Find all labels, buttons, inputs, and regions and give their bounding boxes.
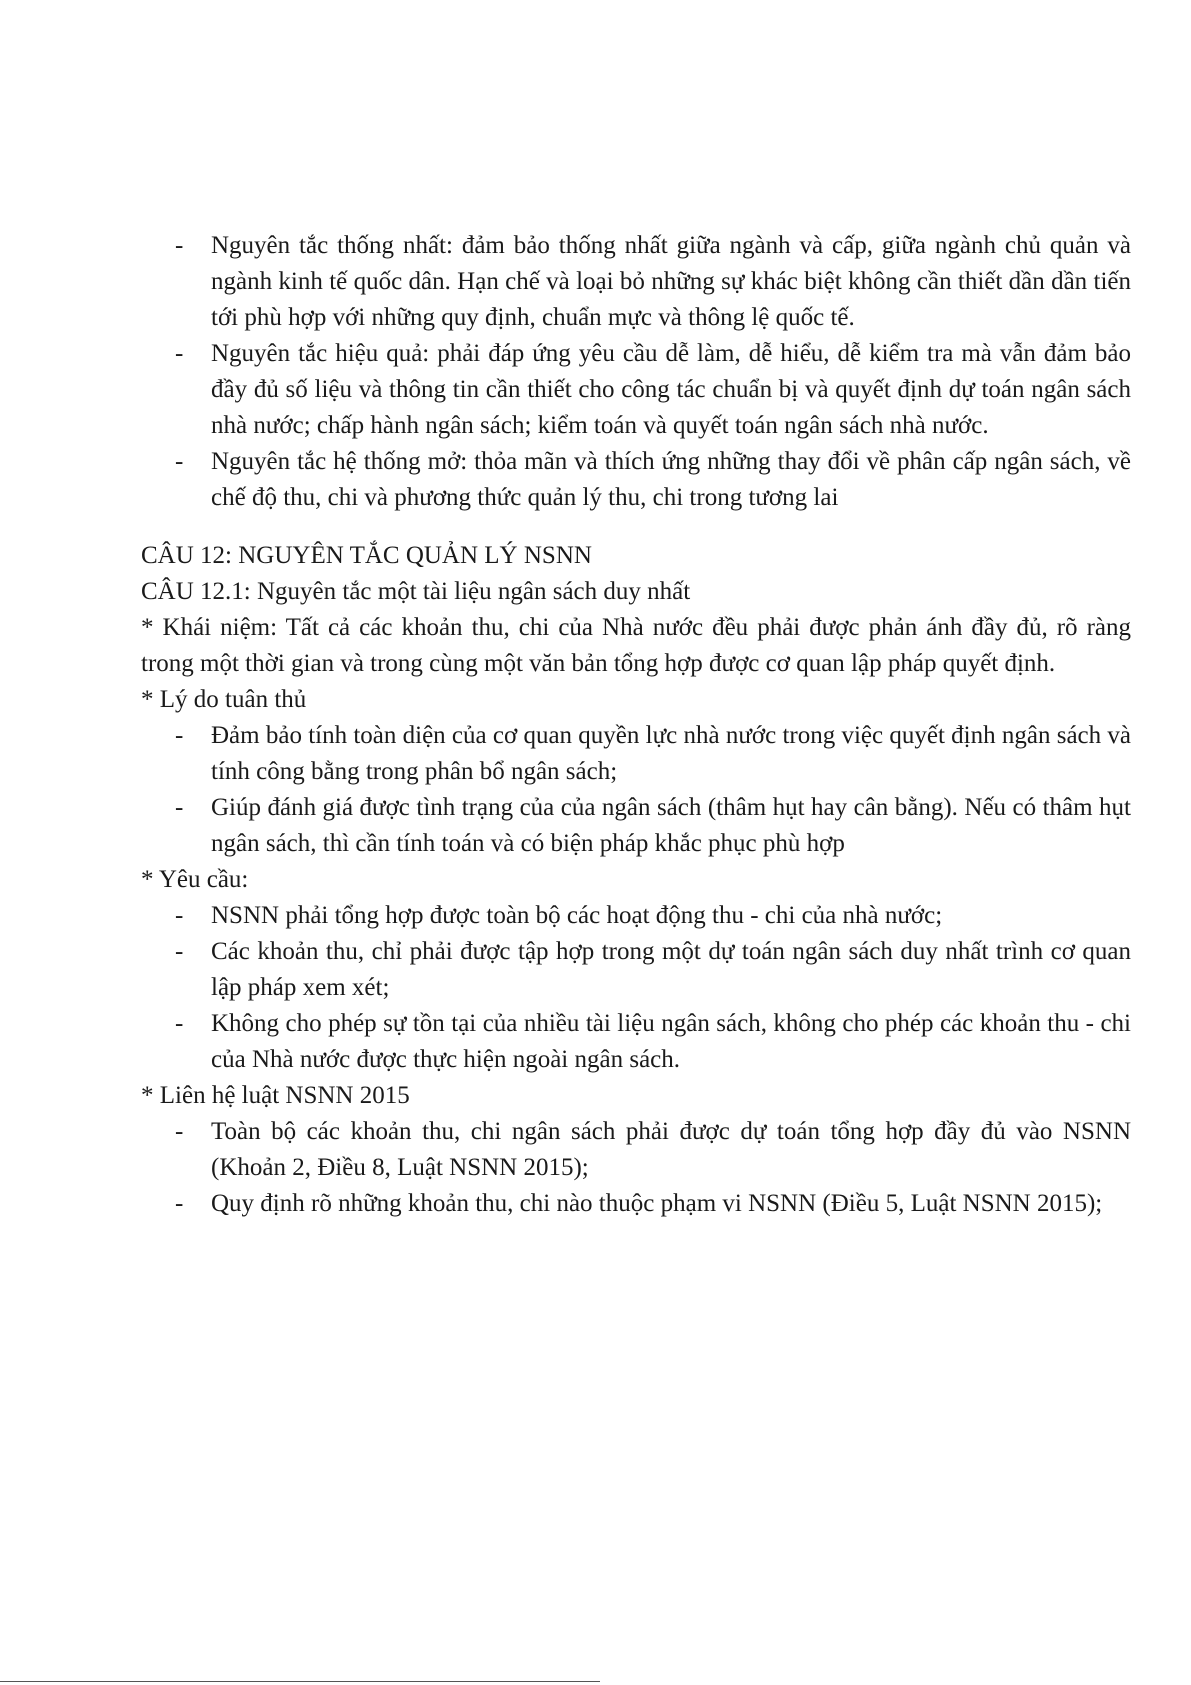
list-item: - Đảm bảo tính toàn diện của cơ quan quyền lực nhà nước trong việc quyết định ngân sách và tính công bằng trong phân bổ ngân sách; <box>175 722 1131 785</box>
list-item: - Giúp đánh giá được tình trạng của của ngân sách (thâm hụt hay cân bằng). Nếu có thâm hụt ngân sách, thì cần tính toán và có biện pháp khắc phục phù hợp <box>175 794 1131 857</box>
list-item: - Toàn bộ các khoản thu, chi ngân sách phải được dự toán tổng hợp đầy đủ vào NSNN (Khoản 2, Điều 8, Luật NSNN 2015); <box>175 1118 1131 1181</box>
subsection-heading: CÂU 12.1: Nguyên tắc một tài liệu ngân sách duy nhất <box>141 578 691 605</box>
footer-divider <box>0 1681 600 1682</box>
requirements-title: * Yêu cầu: <box>141 866 249 893</box>
reasons-title: * Lý do tuân thủ <box>141 686 307 713</box>
list-item: - Nguyên tắc hiệu quả: phải đáp ứng yêu cầu dễ làm, dễ hiểu, dễ kiểm tra mà vẫn đảm bảo đầy đủ số liệu và thông tin cần thiết cho công tác chuẩn bị và quyết định dự toán ngân sách nhà nước; chấp hành ngân sách; kiểm toán và quyết toán ngân sách nhà nước. <box>175 340 1131 439</box>
list-item: - Không cho phép sự tồn tại của nhiều tài liệu ngân sách, không cho phép các khoản thu - chi của Nhà nước được thực hiện ngoài ngân sách. <box>175 1010 1131 1073</box>
list-item: - Nguyên tắc hệ thống mở: thỏa mãn và thích ứng những thay đổi về phân cấp ngân sách, về chế độ thu, chi và phương thức quản lý thu, chi trong tương lai <box>175 448 1131 511</box>
list-item: - Nguyên tắc thống nhất: đảm bảo thống nhất giữa ngành và cấp, giữa ngành chủ quản và ngành kinh tế quốc dân. Hạn chế và loại bỏ những sự khác biệt không cần thiết dần dần tiến tới phù hợp với những quy định, chuẩn mực và thông lệ quốc tế. <box>175 232 1131 331</box>
section-heading: CÂU 12: NGUYÊN TẮC QUẢN LÝ NSNN <box>141 542 592 569</box>
list-item: - Quy định rõ những khoản thu, chi nào thuộc phạm vi NSNN (Điều 5, Luật NSNN 2015); <box>175 1190 1103 1217</box>
list-item: - Các khoản thu, chỉ phải được tập hợp trong một dự toán ngân sách duy nhất trình cơ quan lập pháp xem xét; <box>175 938 1131 1001</box>
page-content <box>141 228 1131 1222</box>
list-item: - NSNN phải tổng hợp được toàn bộ các hoạt động thu - chi của nhà nước; <box>175 902 943 929</box>
definition-paragraph: * Khái niệm: Tất cả các khoản thu, chi của Nhà nước đều phải được phản ánh đầy đủ, rõ ràng trong một thời gian và trong cùng một văn bản tổng hợp được cơ quan lập pháp quyết định. <box>141 614 1131 677</box>
law-reference-title: * Liên hệ luật NSNN 2015 <box>141 1082 410 1109</box>
